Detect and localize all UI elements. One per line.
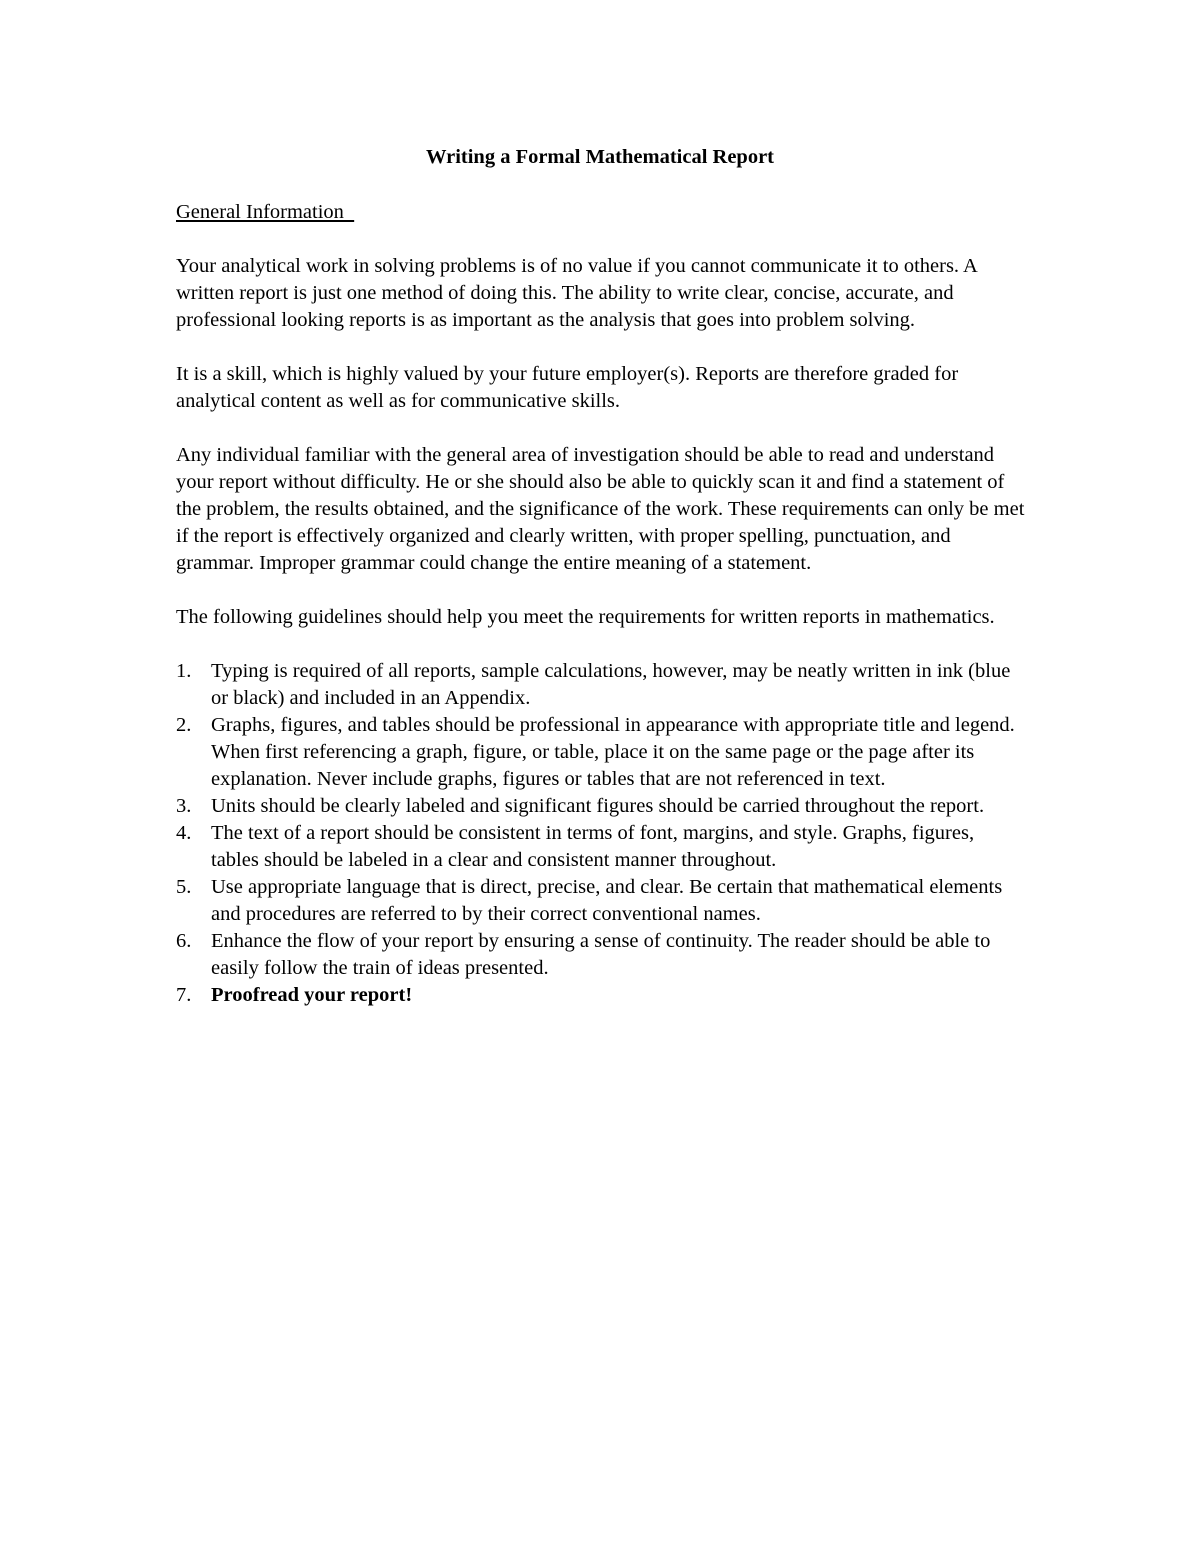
list-item-number: 3.: [176, 795, 192, 817]
list-item-text: Enhance the flow of your report by ensuring a sense of continuity. The reader should be able to easily follow the train of ideas presented.: [211, 930, 991, 979]
list-item-number: 6.: [176, 930, 192, 952]
paragraph-guidelines-intro: The following guidelines should help you meet the requirements for written reports in mathematics.: [176, 606, 995, 628]
list-item: [176, 820, 1026, 874]
list-item-text: Typing is required of all reports, sample calculations, however, may be neatly written in ink (blue or black) and included in an Appendix.: [211, 660, 1011, 709]
section-heading-general-information: General Information: [176, 201, 355, 223]
paragraph-skill: It is a skill, which is highly valued by your future employer(s). Reports are therefore graded for analytical content as well as for communicative skills.: [176, 363, 959, 412]
list-item: [176, 658, 1026, 712]
document-title: Writing a Formal Mathematical Report: [425, 146, 775, 168]
list-item-text: Use appropriate language that is direct, precise, and clear. Be certain that mathematical elements and procedures are referred to by their correct conventional names.: [211, 876, 1003, 925]
list-item-text: Units should be clearly labeled and significant figures should be carried throughout the report.: [211, 795, 985, 817]
paragraph-readability: Any individual familiar with the general area of investigation should be able to read and understand your report without difficulty. He or she should also be able to quickly scan it and find a statement of the problem, the results obtained, and the significance of the work. These requirements can only be met if the report is effectively organized and clearly written, with proper spelling, punctuation, and grammar. Improper grammar could change the entire meaning of a statement.: [176, 444, 1025, 574]
list-item-number: 4.: [176, 822, 192, 844]
list-item-number: 1.: [176, 660, 192, 682]
list-item-number: 2.: [176, 714, 192, 736]
list-item-number: 7.: [176, 984, 192, 1006]
document-body: [176, 140, 1026, 1009]
list-item: [176, 793, 1026, 820]
list-item-number: 5.: [176, 876, 192, 898]
list-item: [176, 928, 1026, 982]
list-item: [176, 874, 1026, 928]
guidelines-list: [176, 658, 1026, 1009]
list-item-text: The text of a report should be consistent in terms of font, margins, and style. Graphs, figures, tables should be labeled in a clear and consistent manner throughout.: [211, 822, 975, 871]
list-item: [176, 982, 1026, 1009]
list-item-text-proofread: Proofread your report!: [211, 984, 413, 1006]
list-item: [176, 712, 1026, 793]
paragraph-communication: Your analytical work in solving problems is of no value if you cannot communicate it to others. A written report is just one method of doing this. The ability to write clear, concise, accurate, and professional looking reports is as important as the analysis that goes into problem solving.: [176, 255, 977, 331]
list-item-text: Graphs, figures, and tables should be professional in appearance with appropriate title and legend. When first referencing a graph, figure, or table, place it on the same page or the page after its explanation. Never include graphs, figures or tables that are not referenced in text.: [211, 714, 1015, 790]
